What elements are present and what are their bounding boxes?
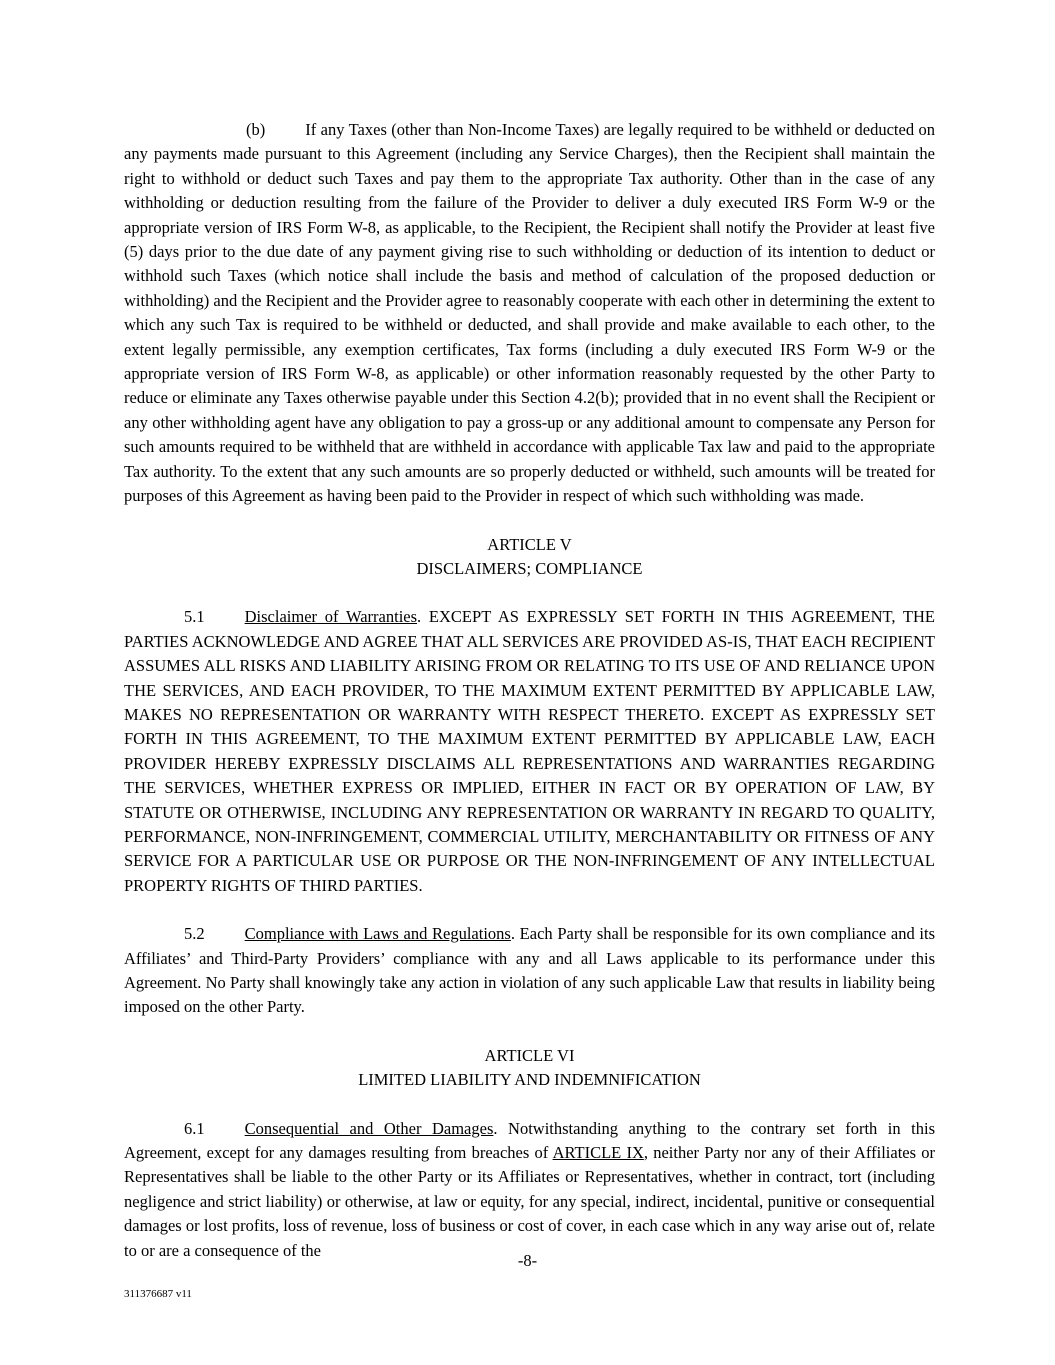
section-6-1-body-after: , neither Party nor any of their Affiliates or Representatives shall be liable to the other Party or its Affiliates or Representatives, whether in contract, tort (including negligence and strict liability) or otherwise, at law or equity, for any special, indirect, incidental, punitive or consequential damages or lost profits, loss of revenue, loss of business or cost of cover, in each case which in any way arise out of, relate to or are a consequence of the: [124, 1143, 935, 1260]
section-5-2-heading: Compliance with Laws and Regulations: [244, 924, 511, 944]
paragraph-4-2-b: [124, 118, 935, 509]
article-v-heading: [124, 533, 935, 582]
paragraph-4-2-b-label: (b): [246, 120, 266, 139]
article-v-subtitle: DISCLAIMERS; COMPLIANCE: [416, 558, 643, 578]
section-5-1-heading: Disclaimer of Warranties: [244, 607, 418, 627]
article-ix-reference: ARTICLE IX: [552, 1143, 644, 1163]
section-5-2-number: 5.2: [184, 924, 205, 944]
section-5-1-number: 5.1: [184, 607, 205, 627]
footer-doc-id: 311376687 v11: [124, 1288, 192, 1300]
paragraph-4-2-b-text: If any Taxes (other than Non-Income Taxes) are legally required to be withheld or deducted on any payments made pursuant to this Agreement (including any Service Charges), then the Recipient shall maintain the right to withhold or deduct such Taxes and pay them to the appropriate Tax authority. Other than in the case of any withholding or deduction resulting from the failure of the Provider to deliver a duly executed IRS Form W-9 or the appropriate version of IRS Form W-8, as applicable, to the Recipient, the Recipient shall notify the Provider at least five (5) days prior to the due date of any payment giving rise to such withholding or deduction of its intention to deduct or withhold such Taxes (which notice shall include the basis and method of calculation of the proposed deduction or withholding) and the Recipient and the Provider agree to reasonably cooperate with each other in determining the extent to which any such Tax is required to be withheld or deducted, and shall provide and make available to each other, to the extent legally permissible, any exemption certificates, Tax forms (including a duly executed IRS Form W-9 or the appropriate version of IRS Form W-8, as applicable) or other information reasonably requested by the other Party to reduce or eliminate any Taxes otherwise payable under this Section 4.2(b); provided that in no event shall the Recipient or any other withholding agent have any obligation to pay a gross-up or any additional amount to compensate any Person for such amounts required to be withheld that are withheld in accordance with applicable Tax law and paid to the appropriate Tax authority. To the extent that any such amounts are so properly deducted or withheld, such amounts will be treated for purposes of this Agreement as having been paid to the Provider in respect of which such withholding was made.: [124, 120, 935, 506]
section-6-1-number: 6.1: [184, 1118, 205, 1138]
article-vi-heading: [124, 1044, 935, 1093]
article-vi-title: ARTICLE VI: [484, 1045, 575, 1065]
section-6-1: [124, 1117, 935, 1263]
article-v-title: ARTICLE V: [487, 534, 572, 554]
section-6-1-heading: Consequential and Other Damages: [244, 1118, 494, 1138]
section-5-2-body: . Each Party shall be responsible for its own compliance and its Affiliates’ and Third-Party Providers’ compliance with any and all Laws applicable to its performance under this Agreement. No Party shall knowingly take any action in violation of any such applicable Law that results in liability being imposed on the other Party.: [124, 924, 936, 1017]
section-5-1: [124, 605, 935, 898]
section-5-1-body: . EXCEPT AS EXPRESSLY SET FORTH IN THIS AGREEMENT, THE PARTIES ACKNOWLEDGE AND AGREE THAT ALL SERVICES ARE PROVIDED AS-IS, THAT EACH RECIPIENT ASSUMES ALL RISKS AND LIABILITY ARISING FROM OR RELATING TO ITS USE OF AND RELIANCE UPON THE SERVICES, AND EACH PROVIDER, TO THE MAXIMUM EXTENT PERMITTED BY APPLICABLE LAW, MAKES NO REPRESENTATION OR WARRANTY WITH RESPECT THERETO. EXCEPT AS EXPRESSLY SET FORTH IN THIS AGREEMENT, TO THE MAXIMUM EXTENT PERMITTED BY APPLICABLE LAW, EACH PROVIDER HEREBY EXPRESSLY DISCLAIMS ALL REPRESENTATIONS AND WARRANTIES REGARDING THE SERVICES, WHETHER EXPRESS OR IMPLIED, EITHER IN FACT OR BY OPERATION OF LAW, BY STATUTE OR OTHERWISE, INCLUDING ANY REPRESENTATION OR WARRANTY IN REGARD TO QUALITY, PERFORMANCE, NON-INFRINGEMENT, COMMERCIAL UTILITY, MERCHANTABILITY OR FITNESS OF ANY SERVICE FOR A PARTICULAR USE OR PURPOSE OR THE NON-INFRINGEMENT OF ANY INTELLECTUAL PROPERTY RIGHTS OF THIRD PARTIES.: [124, 607, 936, 895]
article-vi-subtitle: LIMITED LIABILITY AND INDEMNIFICATION: [358, 1070, 701, 1090]
footer-page-number: -8-: [517, 1250, 538, 1270]
section-6-1-body-before: . Notwithstanding anything to the contrary set forth in this Agreement, except for any damages resulting from breaches of: [124, 1118, 936, 1163]
section-5-2: [124, 922, 935, 1020]
